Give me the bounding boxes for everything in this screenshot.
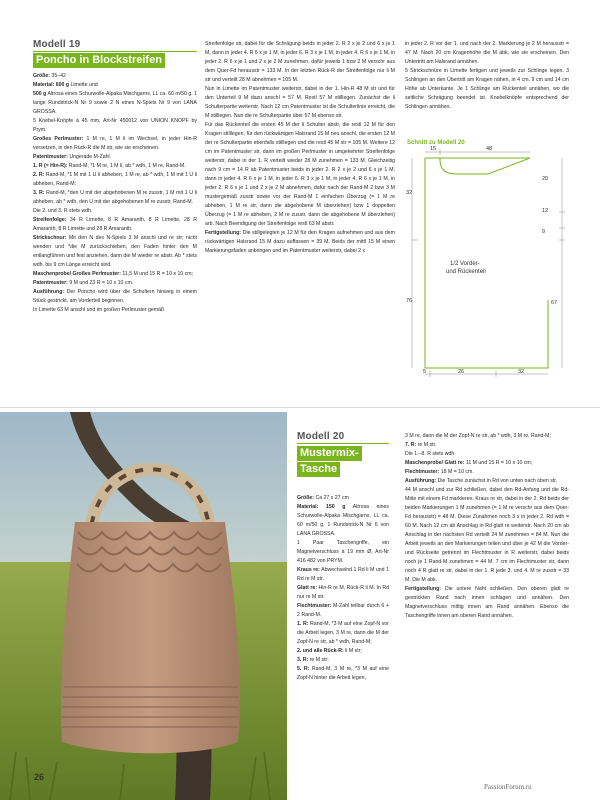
- paragraph: [33, 162, 197, 171]
- paragraph-text: 5 Knebel-Knöpfe à 45 mm, Art-Nr 450012 von UNION KNOPF by Prym.: [33, 118, 197, 133]
- dim-left-32: 32: [406, 190, 413, 196]
- paragraph-lead: Flechtmuster:: [297, 603, 332, 609]
- paragraph: [405, 585, 569, 621]
- paragraph-lead: Material: 600 g: [33, 82, 70, 88]
- dim-bottom-26: 26: [458, 369, 465, 375]
- paragraph: [33, 81, 197, 90]
- paragraph-text: re M str;: [308, 657, 329, 663]
- paragraph: [405, 40, 569, 67]
- paragraph-text: Ungerade M-Zahl: [67, 154, 110, 160]
- paragraph: [297, 602, 389, 620]
- paragraph-text: 3 M re, dann die M der Zopf-N re str, ab * wdh, 3 M re, Rand-M;: [405, 433, 551, 439]
- model-20-label: Modell 20: [297, 431, 345, 442]
- dim-right-12: 12: [542, 208, 549, 214]
- paragraph-text: Die stillgelegten je 12 M für den Kragen aufnehmen und aus dem rückwärtigen Halsrand 15 M dazu auffassen = 39 M. Beids der mittl 15 M einen Markierungsfaden anbringen und im Patentmuster weiterstr, dabei 2 x: [205, 230, 395, 254]
- paragraph-text: Rand-M, *3 M auf eine Zopf-N vor die Arbeit legen, 3 M re, dann die M der Zopf-N re str, ab * wdh, Rand-M;: [297, 621, 389, 645]
- schematic-label-1: 1/2 Vorder-: [450, 261, 480, 267]
- schematic-title: Schnitt zu Modell 20: [407, 140, 465, 146]
- paragraph-lead: 7. R:: [405, 442, 417, 448]
- paragraph-lead: Kraus re:: [297, 567, 320, 573]
- paragraph-lead: 5. R:: [297, 666, 310, 672]
- paragraph-text: re M str.: [416, 442, 437, 448]
- paragraph-lead: 3. R:: [297, 657, 309, 663]
- paragraph-lead: Größe:: [297, 495, 315, 501]
- paragraph: [405, 486, 569, 585]
- paragraph: [205, 85, 395, 121]
- paragraph-text: 5 Strickschnüre in Limette fertigen und jeweils zur Schlinge legen. 3 Schlingen an den Übertritt am Kragen nähen, in 4 cm, 9 cm und 14 cm Höhe ab Unterkante. Je 1 Schlinge am Rückenteil annähen, wo die seitliche Schrägung beendet ist. Knebelknöpfe entsprechend der Schlingen annähen.: [405, 68, 569, 110]
- paragraph-lead: Maschenprobe/ Großes Perlmuster:: [33, 271, 121, 277]
- paragraph-text: Mit den N des N-Spiels 3 M anschl und re str; nicht wenden und *die M zurückschieben, den Faden hinter den M entlangführen und fest anziehen, dann die M wieder re abstr. Ab * stets wdh. bis 9 cm Länge erreicht sind.: [33, 235, 197, 268]
- paragraph-text: Altrosa eines Schurwolle-Alpaka Mischgarns, LL ca. 60 m/50 g. 1 Rundstrick-N Nr 6 von LANA GROSSA.: [297, 504, 389, 537]
- paragraph-text: 11,5 M und 15 R = 10 x 10 cm;: [120, 271, 194, 277]
- paragraph: [297, 656, 389, 665]
- paragraph-text: Rand-M, *1 M mit 1 U li abheben, 1 M re, ab * wdh, 1 M mit 1 U li abheben, Rand-M;: [33, 172, 197, 187]
- paragraph-text: in jeder 2. R vor der 1. und nach der 2. Markierung je 2 M herausstr = 47 M. Nach 20 cm Kragenhöhe die M abk, wie sie erscheinen. Den Untertritt am Halsrand annähen.: [405, 41, 569, 65]
- paragraph: [33, 207, 197, 216]
- paragraph-text: Die Tasche zunächst in Rd von unten nach oben str.: [436, 478, 558, 484]
- paragraph-text: Hin-R re M, Rück-R li M. In Rd nur re M str.: [297, 585, 390, 600]
- paragraph-lead: Streifenfolge:: [33, 217, 67, 223]
- paragraph-lead: Material: 150 g: [297, 504, 346, 510]
- model-19-label: Modell 19: [33, 39, 81, 50]
- paragraph: [405, 450, 569, 459]
- paragraph-lead: 2. und alle Rück-R:: [297, 648, 344, 654]
- paragraph-text: Streifenfolge str, dabei für die Schrägung beids in jeder 2. R 2 x je 2 und 6 x je 1 M, dann in jeder 4. R 6 x je 1 M, in jeder 6. R 3 x je 1 M, in jeder 4. R 6 x je 1 M, in jeder 2. R 6 x je 1 und 2 x je 2 M zunehmen, dafür jeweils 1 bzw 2 M verschr aus dem Quer-Fd herausstr = 133 M. In der letzten Rück-R der Streifenfolge nur li M str und verteilt 28 M abnehmen = 105 M.: [205, 41, 395, 83]
- schematic-outline: [425, 158, 548, 368]
- dim-top-15: 15: [430, 146, 437, 152]
- paragraph: [297, 566, 389, 584]
- paragraph-text: 34 R Limette, 8 R Amaranth, 8 R Limette, 28 R Amaranth, 8 R Limette und 28 R Amaranth.: [33, 217, 197, 232]
- paragraph: [297, 620, 389, 647]
- model-19-col-2: [205, 40, 395, 256]
- paragraph-text: M-Zahl teilbar durch 6 + 2 Rand-M.: [297, 603, 389, 618]
- paragraph-text: Altrosa eines Schurwolle-Alpaka Mischgarns, LL ca. 60 m/50 g. 1 lange Rundstrick-N Nr 9 sowie 2 N eines N-Spiels Nr 9 von LANA GROSSA.: [33, 91, 198, 115]
- dim-left-76: 76: [406, 298, 413, 304]
- paragraph-text: Abwechselnd 1 Rd li M und 1 Rd re M str.: [297, 567, 389, 582]
- watermark: PassionForum.ru: [484, 783, 532, 791]
- bag-photo: [0, 412, 287, 800]
- paragraph-lead: Flechtmuster:: [405, 469, 440, 475]
- paragraph-text: Rand-M, 3 M re, *3 M auf eine Zopf-N hinter die Arbeit legen,: [297, 666, 389, 681]
- paragraph: [33, 279, 197, 288]
- paragraph: [205, 121, 395, 229]
- dim-right-20: 20: [542, 176, 549, 182]
- model-19-rule: [33, 51, 197, 52]
- paragraph: [33, 270, 197, 279]
- paragraph-lead: Patentmuster:: [33, 280, 68, 286]
- paragraph: [33, 189, 197, 207]
- paragraph-lead: Patentmuster:: [33, 154, 68, 160]
- bag-body: [61, 522, 240, 753]
- paragraph: [33, 90, 197, 117]
- model-20-col-2: [405, 432, 569, 621]
- paragraph-text: li M str;: [343, 648, 362, 654]
- paragraph-text: 18 M = 10 cm.: [439, 469, 474, 475]
- model-19-title: Poncho in Blockstreifen: [33, 53, 165, 68]
- paragraph-text: 44 M anschl und zur Rd schließen, dabei den Rd-Anfang und die Rd-Mitte mit einem Fd markieren. Kraus re str, dabei in der 2. Rd beids der beiden Markierungen 1 M zunehmen (= 1 M re verschr aus dem Quer-Fd herausstr) = 48 M. Diese Zunahmen noch 3 x in jeder 2. Rd wdh = 60 M. Nach 12 cm ab Anschlag in Rd glatt re weiterstr. Nach 20 cm ab Anschlag in der nächsten Rd verteilt 24 M zunehmen = 84 M. Nun die Arbeit jeweils an den Markierungen teilen und über je 42 M die Vorder- und Rückseite getrennt im Flechtmuster in R weiterstr, dabei beids noch je 1 Rand-M zunehmen = 44 M. 7 cm im Flechtmuster str, dann noch 4 R glatt re str, dabei in der 1. R jede 3. und 4. M re zusstr = 33 M. Die M abk.: [405, 487, 569, 583]
- paragraph-text: In Limette 63 M anschl und im großen Perlmuster gemäß: [33, 307, 165, 313]
- paragraph-lead: Größe:: [33, 73, 51, 79]
- paragraph-lead: Großes Perlmuster:: [33, 136, 84, 142]
- dim-right-9: 9: [542, 229, 546, 235]
- paragraph-text: Der Poncho wird über die Schultern hinweg in einem Stück gestrickt, am Vorderteil beginnen.: [33, 289, 197, 304]
- model-20-rule: [297, 443, 389, 444]
- paragraph-lead: Glatt re:: [297, 585, 317, 591]
- paragraph: [405, 468, 569, 477]
- paragraph-lead: Maschenprobe/ Glatt re:: [405, 460, 465, 466]
- paragraph: [205, 229, 395, 256]
- page-number: 26: [34, 772, 45, 782]
- paragraph-text: 35–42: [50, 73, 66, 79]
- paragraph-lead: Fertigstellung:: [205, 230, 242, 236]
- paragraph: [33, 117, 197, 135]
- paragraph-text: 1 M re, 1 M li im Wechsel, in jeder Hin-R versetzen, in den Rück-R die M str, wie sie erscheinen.: [33, 136, 197, 151]
- paragraph: [297, 665, 389, 683]
- paragraph-lead: 3. R:: [33, 190, 45, 196]
- schematic-neck: [425, 158, 530, 174]
- paragraph-lead: Strickschnur:: [33, 235, 67, 241]
- paragraph-lead: 2. R:: [33, 172, 45, 178]
- paragraph-lead: 1. R:: [297, 621, 309, 627]
- model-20-col-1: [297, 494, 389, 683]
- paragraph: [33, 288, 197, 306]
- paragraph-lead: Fertigstellung:: [405, 586, 442, 592]
- paragraph: [33, 153, 197, 162]
- paragraph-lead: Ausführung:: [405, 478, 437, 484]
- model-20-title-2: Tasche: [297, 462, 340, 477]
- paragraph-text: Die untere Naht schließen. Den oberen glatt re gestrickten Rand nach innen schlagen und annähen. Den Magnetverschluss mittig innen am Rand annähen. Ebenso die Taschengriffe innen am oberen Rand annähen.: [405, 586, 569, 619]
- paragraph-text: Rand-M, *1 M re, 1 M li, ab * wdh, 1 M re, Rand-M.: [67, 163, 186, 169]
- paragraph: [405, 67, 569, 112]
- paragraph-text: Ca 27 x 27 cm: [314, 495, 349, 501]
- dim-bottom-5: 5: [423, 369, 427, 375]
- paragraph: [33, 216, 197, 234]
- paragraph-lead: 500 g: [33, 91, 47, 97]
- paragraph-text: 1 Paar Taschengriffe, ein Magnetverschluss à 19 mm Ø, Art-Nr 416 482 von PRYM.: [297, 540, 389, 564]
- paragraph: [297, 503, 389, 539]
- paragraph-text: 9 M und 23 R = 10 x 10 cm.: [67, 280, 134, 286]
- paragraph: [297, 494, 389, 503]
- paragraph-text: Rand-M, *den U mit der abgehobenen M re zusstr, 1 M mit 1 U li abheben, ab * wdh, den U mit der abgehobenen M re zusstr, Rand-M.: [33, 190, 198, 205]
- paragraph-text: 11 M und 15 R = 10 x 10 cm;: [464, 460, 533, 466]
- paragraph: [33, 306, 197, 315]
- dim-right-67: 67: [551, 300, 558, 306]
- paragraph: [297, 647, 389, 656]
- model-20-title-1: Mustermix-: [297, 446, 362, 461]
- paragraph-lead: Ausführung:: [33, 289, 65, 295]
- paragraph: [205, 40, 395, 85]
- paragraph: [33, 234, 197, 270]
- paragraph: [33, 135, 197, 153]
- dim-top-48: 48: [486, 146, 493, 152]
- paragraph: [33, 171, 197, 189]
- paragraph-text: Die 1.–8. R stets wdh.: [405, 451, 456, 457]
- paragraph: [33, 72, 197, 81]
- paragraph: [297, 584, 389, 602]
- paragraph-text: Die 2. und 3. R stets wdh.: [33, 208, 93, 214]
- dim-bottom-32: 32: [518, 369, 525, 375]
- paragraph: [405, 477, 569, 486]
- paragraph: [405, 432, 569, 441]
- paragraph-lead: 1. R (= Hin-R):: [33, 163, 68, 169]
- pattern-schematic: [400, 140, 572, 378]
- paragraph-text: Limette und: [69, 82, 98, 88]
- paragraph: [405, 441, 569, 450]
- schematic-label-2: und Rückenteil: [446, 269, 486, 275]
- paragraph-text: Nun in Limette im Patentmuster weiterstr, dabei in der 1. Hin-R 48 M str und für den Unterteil 9 M dazu anschl = 57 M. Restl 57 M stilllegen. Zunächst die li Schulterpartie weiterstr. Nach 12 cm Patentmuster ist die Schulterlinie erreicht, die M stilllegen. Nun die re Schulterpartie über 57 M ebenso str.: [205, 86, 395, 119]
- section-divider: [0, 407, 600, 408]
- model-19-col-3: [405, 40, 569, 112]
- model-19-col-1: [33, 72, 197, 315]
- paragraph: [405, 459, 569, 468]
- paragraph: [297, 539, 389, 566]
- paragraph-text: Für das Rückenteil die ersten 45 M der li Schulter abstr, die restl 12 M für den Kragen stilllegen, für den rückwärtigen Halsrand 15 M neu anschl, die ersten 12 M der re Schulterpartie ebenfalls stilllegen und die restl 45 M str = 105 M. Weitere 12 cm im Patentmuster str, dann im großen Perlmuster in umgekehrter Streifenfolge weiterstr, dabei in der 1. R verteilt wieder 28 M zunehmen = 133 M. Gleichzeitig nach 9 cm = 14 R ab Patentmuster beids in jeder 2. R 2 x je 2 und 6 x je 1 M, dann in jeder 4. R 6 x je 1 M, in jeder 6. R 3 x je 1 M, in jeder 4. R 6 x je 1 M, in jeder 2. R 6 x je 1 und 2 x je 2 M abnehmen, dafür nach der Rand-M 2 bzw 3 M mustergemäß zusstr sowie vor der Rand-M 1 einfachen Überzug (= 1 M re abheben, 1 M re str, dann die abgehobene M überziehen) bzw 1 doppelten Überzug (= 1 M re abheben, 2 M re zusstr, dann die abgehobene M überziehen) arb. Nach Beendigung der Streifenfolge restl 63 M abstr.: [205, 122, 395, 227]
